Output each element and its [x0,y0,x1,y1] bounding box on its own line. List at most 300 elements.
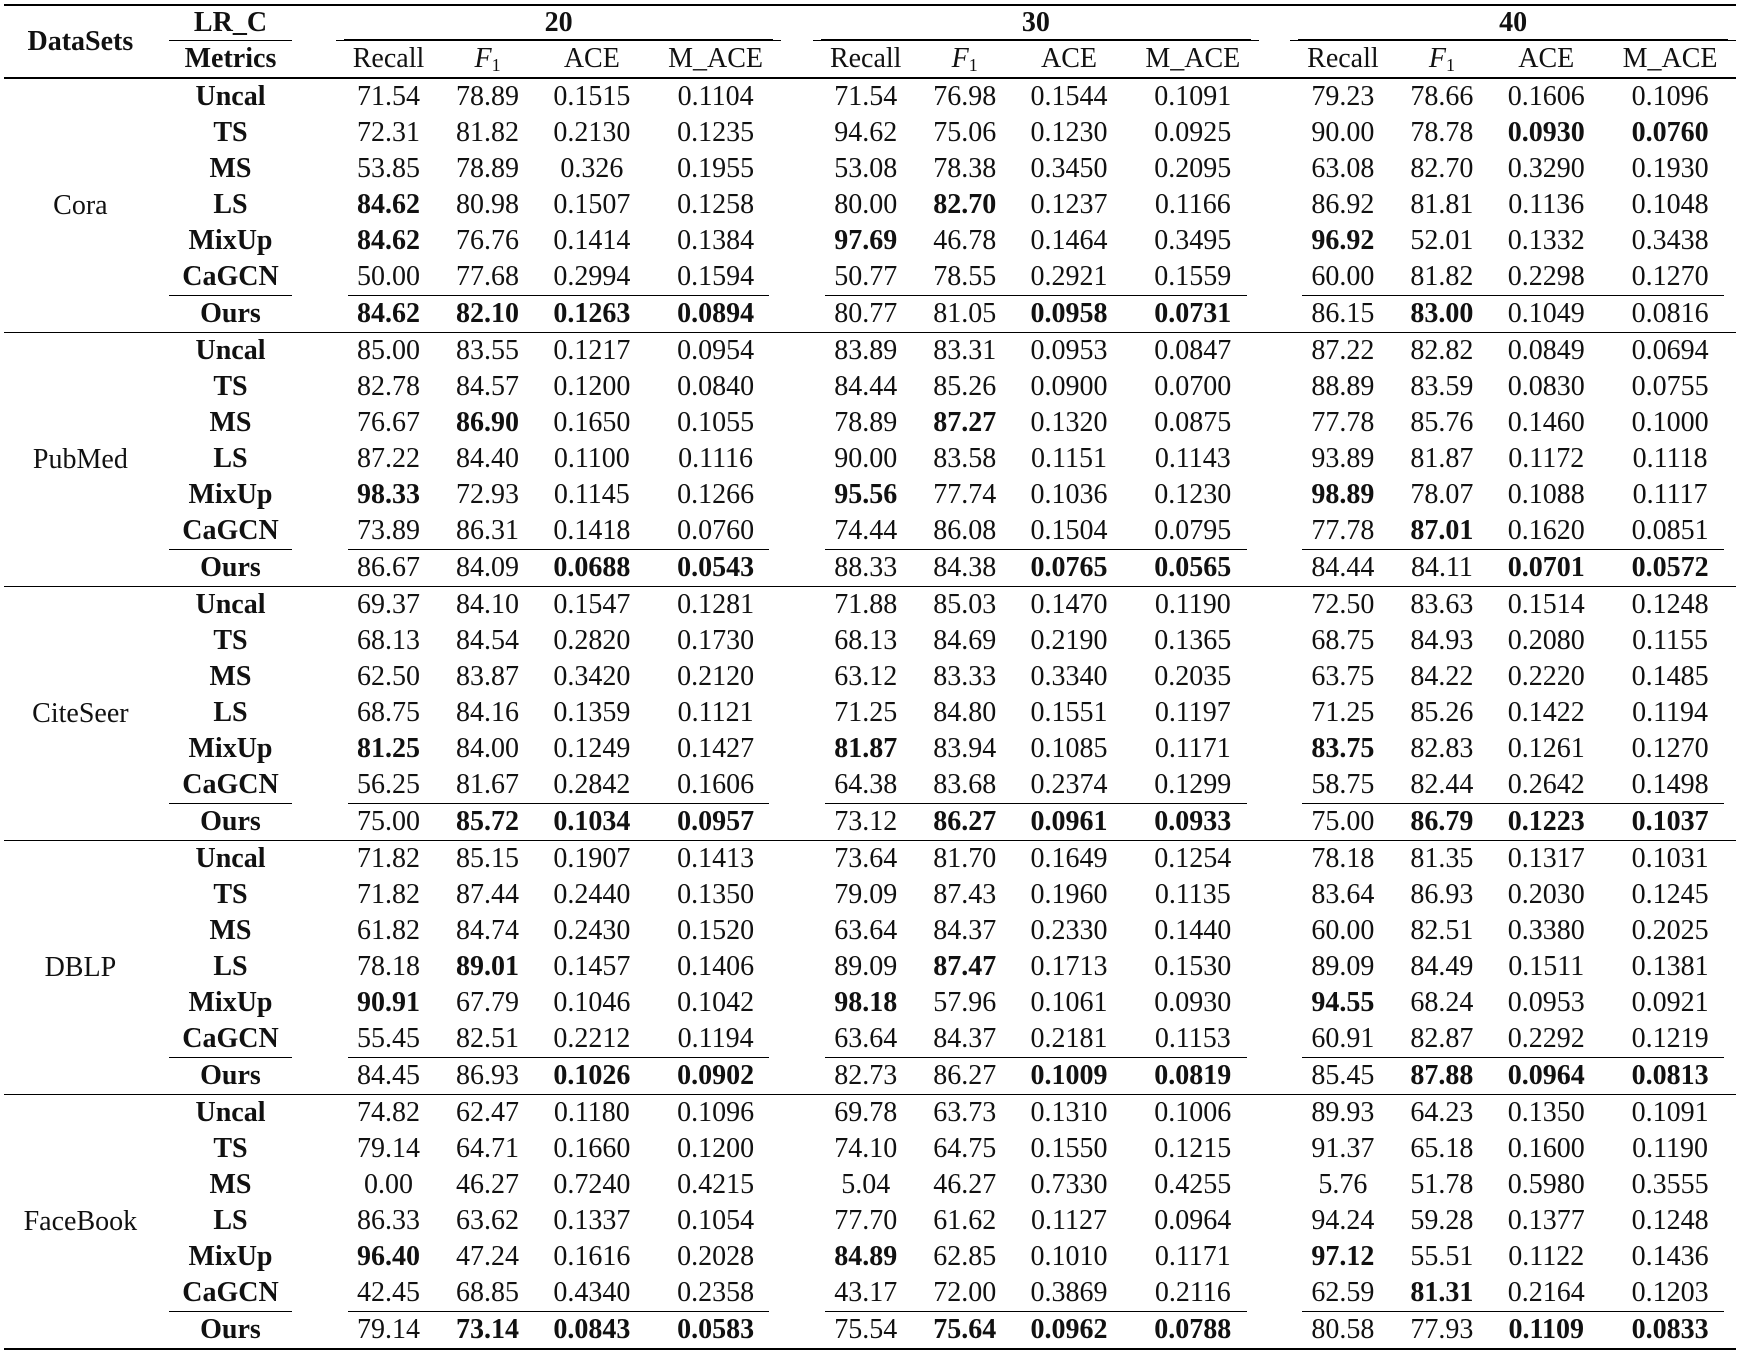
table-cell: 0.1217 [553,335,631,366]
table-cell: 86.08 [933,515,997,546]
table-cell: 78.38 [933,153,997,184]
table-cell: 0.1203 [1631,1277,1709,1308]
table-cell: 89.09 [834,951,898,982]
table-row [4,587,1736,624]
table-cell: 83.58 [933,443,997,474]
table-cell: 81.35 [1410,843,1474,874]
table-cell: 0.1006 [1154,1097,1232,1128]
metric-header-ace-40: ACE [1488,41,1604,79]
dataset-label: DBLP [44,951,117,983]
table-cell: 0.4340 [553,1277,631,1308]
table-cell: 81.87 [1410,443,1474,474]
table-row [4,803,1736,841]
method-label: MS [209,661,252,692]
table-cell: 83.64 [1311,879,1375,910]
table-cell: 74.10 [834,1133,898,1164]
table-cell: 0.1091 [1631,1097,1709,1128]
table-cell: 0.1299 [1154,769,1232,800]
table-row [4,549,1736,587]
table-cell: 0.0816 [1604,295,1736,333]
table-cell: 0.1266 [677,479,755,510]
table-cell: 0.1197 [1154,697,1231,728]
table-cell: 0.2164 [1507,1277,1585,1308]
table-row [4,1203,1736,1239]
table-cell: 0.2028 [677,1241,755,1272]
table-cell: 0.1520 [677,915,755,946]
table-cell: 0.2994 [553,261,631,292]
table-cell: 0.1606 [677,769,755,800]
table-cell: 0.1046 [553,987,631,1018]
dataset-label: CiteSeer [32,697,129,729]
table-cell: 0.1650 [553,407,631,438]
table-cell: 0.2130 [553,117,631,148]
table-cell: 81.31 [1410,1277,1474,1308]
table-cell: 0.0760 [677,515,755,546]
table-cell: 80.00 [834,189,898,220]
table-cell: 0.1054 [677,1205,755,1236]
table-cell: 85.03 [933,589,997,620]
table-cell: 85.15 [456,843,520,874]
table-cell: 0.1436 [1631,1241,1709,1272]
table-cell: 74.82 [357,1097,420,1128]
table-cell: 80.77 [813,295,918,333]
table-cell: 79.14 [357,1133,420,1164]
table-cell: 78.18 [357,951,420,982]
table-cell: 68.24 [1410,987,1474,1018]
method-label: CaGCN [182,515,279,546]
table-cell: 0.1660 [553,1133,631,1164]
table-cell: 0.2921 [1030,261,1108,292]
table-cell: 82.51 [456,1023,520,1054]
table-cell: 0.4215 [677,1169,755,1200]
method-label: LS [213,697,248,728]
table-cell: 50.00 [357,261,420,292]
table-cell: 0.0921 [1631,987,1709,1018]
table-cell: 55.45 [357,1023,420,1054]
table-cell: 0.3438 [1631,225,1709,256]
table-cell: 0.1171 [1154,1241,1231,1272]
table-cell: 64.71 [456,1133,520,1164]
table-cell: 81.67 [456,769,520,800]
table-cell: 0.2642 [1507,769,1585,800]
table-cell: 0.0583 [650,1311,782,1349]
table-cell: 0.1270 [1631,261,1709,292]
table-cell: 0.0813 [1604,1057,1736,1095]
table-cell: 86.93 [441,1057,534,1095]
table-cell: 78.55 [933,261,997,292]
table-row [4,841,1736,878]
metric-header-m_ace-20: M_ACE [650,41,782,79]
table-row [4,1057,1736,1095]
table-cell: 80.58 [1290,1311,1395,1349]
table-cell: 78.66 [1410,81,1474,112]
table-cell: 79.23 [1311,81,1375,112]
table-row [4,115,1736,151]
table-cell: 84.00 [456,733,520,764]
method-label: Ours [157,1311,304,1349]
table-cell: 0.0925 [1154,117,1232,148]
table-cell: 46.27 [933,1169,997,1200]
table-row [4,949,1736,985]
method-label: CaGCN [182,1277,279,1308]
table-cell: 0.5980 [1507,1169,1585,1200]
table-cell: 0.0953 [1507,987,1585,1018]
table-cell: 89.09 [1311,951,1375,982]
table-cell: 0.1200 [553,371,631,402]
header-row-groups [4,5,1736,41]
header-row-metrics [4,41,1736,79]
table-cell: 86.27 [918,803,1011,841]
table-cell: 77.78 [1311,407,1375,438]
table-row [4,985,1736,1021]
table-cell: 0.1464 [1030,225,1108,256]
table-cell: 87.47 [933,951,997,982]
table-cell: 0.3450 [1030,153,1108,184]
table-cell: 0.1377 [1507,1205,1585,1236]
table-cell: 0.1116 [678,443,754,474]
table-cell: 0.1427 [677,733,755,764]
table-row [4,441,1736,477]
table-cell: 71.82 [357,879,420,910]
table-cell: 82.82 [1410,335,1474,366]
method-label: Uncal [195,335,266,366]
table-row [4,1275,1736,1311]
dataset-label: FaceBook [23,1205,138,1237]
table-row [4,913,1736,949]
table-cell: 0.1009 [1011,1057,1127,1095]
table-cell: 0.1000 [1631,407,1709,438]
table-cell: 0.2220 [1507,661,1585,692]
table-cell: 0.3290 [1507,153,1585,184]
table-cell: 0.1037 [1604,803,1736,841]
table-cell: 63.64 [834,1023,898,1054]
table-cell: 72.31 [357,117,420,148]
method-label: Uncal [195,589,266,620]
table-cell: 0.1219 [1631,1023,1709,1054]
table-cell: 0.2292 [1507,1023,1585,1054]
table-cell: 0.1100 [553,443,630,474]
table-cell: 60.00 [1311,915,1375,946]
table-cell: 82.78 [357,371,420,402]
table-cell: 84.93 [1410,625,1474,656]
table-row [4,78,1736,115]
table-cell: 65.18 [1410,1133,1474,1164]
table-cell: 0.1155 [1632,625,1709,656]
table-cell: 0.1281 [677,589,755,620]
method-label: MixUp [188,733,273,764]
table-cell: 0.2095 [1154,153,1232,184]
table-cell: 77.78 [1311,515,1375,546]
results-table [4,4,1736,1350]
table-cell: 0.1907 [553,843,631,874]
table-cell: 0.0958 [1011,295,1127,333]
table-cell: 0.1026 [534,1057,650,1095]
table-cell: 0.2190 [1030,625,1108,656]
table-cell: 0.1310 [1030,1097,1108,1128]
table-cell: 75.54 [813,1311,918,1349]
table-cell: 71.54 [834,81,898,112]
table-cell: 68.75 [357,697,420,728]
table-cell: 77.70 [834,1205,898,1236]
table-cell: 81.82 [456,117,520,148]
table-cell: 0.2820 [553,625,631,656]
table-cell: 0.0819 [1127,1057,1259,1095]
method-label: TS [213,371,248,402]
table-cell: 82.51 [1410,915,1474,946]
table-row [4,1311,1736,1349]
table-cell: 0.1096 [1631,81,1709,112]
table-cell: 0.1263 [534,295,650,333]
method-label: MixUp [188,987,273,1018]
table-cell: 64.23 [1410,1097,1474,1128]
table-cell: 73.89 [357,515,420,546]
table-cell: 5.04 [841,1169,891,1200]
table-cell: 0.1245 [1631,879,1709,910]
table-cell: 0.0731 [1127,295,1259,333]
table-cell: 84.74 [456,915,520,946]
table-cell: 53.08 [834,153,898,184]
method-label: TS [213,117,248,148]
table-row [4,477,1736,513]
table-row [4,223,1736,259]
method-label: MS [209,1169,252,1200]
metric-header-m_ace-40: M_ACE [1604,41,1736,79]
table-cell: 0.1136 [1508,189,1585,220]
table-cell: 81.70 [933,843,997,874]
table-cell: 87.88 [1396,1057,1489,1095]
method-label: LS [213,951,248,982]
table-body [4,78,1736,1349]
table-cell: 86.31 [456,515,520,546]
table-cell: 0.1550 [1030,1133,1108,1164]
table-cell: 63.08 [1311,153,1375,184]
table-cell: 0.1145 [553,479,630,510]
table-cell: 84.80 [933,697,997,728]
table-cell: 0.1215 [1154,1133,1232,1164]
table-cell: 0.1544 [1030,81,1108,112]
table-cell: 0.4255 [1154,1169,1232,1200]
table-cell: 0.2374 [1030,769,1108,800]
table-cell: 0.3495 [1154,225,1232,256]
table-cell: 83.00 [1396,295,1489,333]
table-cell: 0.0851 [1631,515,1709,546]
table-cell: 86.93 [1410,879,1474,910]
metric-header-recall-40: Recall [1290,41,1395,79]
metric-header-f-30: $F_1$ [918,41,1011,79]
table-cell: 82.10 [441,295,534,333]
table-cell: 0.2430 [553,915,631,946]
table-cell: 97.12 [1311,1241,1375,1272]
table-cell: 51.78 [1410,1169,1474,1200]
table-cell: 0.1109 [1488,1311,1604,1349]
table-cell: 0.1413 [677,843,755,874]
table-cell: 85.45 [1290,1057,1395,1095]
table-cell: 62.50 [357,661,420,692]
metrics-header: Metrics [184,42,277,74]
method-label: Ours [157,803,304,841]
table-cell: 75.06 [933,117,997,148]
table-cell: 0.1121 [677,697,754,728]
table-cell: 83.94 [933,733,997,764]
datasets-header: DataSets [27,25,134,57]
table-cell: 94.62 [834,117,898,148]
table-cell: 0.0833 [1604,1311,1736,1349]
table-cell: 0.1960 [1030,879,1108,910]
table-cell: 0.1470 [1030,589,1108,620]
table-cell: 0.1230 [1030,117,1108,148]
table-cell: 84.37 [933,1023,997,1054]
table-cell: 76.76 [456,225,520,256]
table-cell: 83.68 [933,769,997,800]
table-cell: 62.59 [1311,1277,1375,1308]
table-cell: 0.1485 [1631,661,1709,692]
table-cell: 71.88 [834,589,898,620]
table-cell: 0.1359 [553,697,631,728]
table-cell: 95.56 [834,479,898,510]
method-label: Uncal [195,843,266,874]
table-cell: 81.87 [834,733,898,764]
table-cell: 86.67 [336,549,441,587]
table-cell: 0.2842 [553,769,631,800]
table-cell: 0.0840 [677,371,755,402]
table-cell: 58.75 [1311,769,1375,800]
table-cell: 83.59 [1410,371,1474,402]
table-cell: 68.13 [357,625,420,656]
table-cell: 0.1418 [553,515,631,546]
table-cell: 0.2358 [677,1277,755,1308]
table-cell: 0.0954 [677,335,755,366]
table-row [4,1239,1736,1275]
table-cell: 76.67 [357,407,420,438]
table-cell: 0.1320 [1030,407,1108,438]
table-cell: 82.44 [1410,769,1474,800]
table-cell: 0.0953 [1030,335,1108,366]
table-cell: 0.1194 [677,1023,754,1054]
table-cell: 59.28 [1410,1205,1474,1236]
table-cell: 0.0788 [1127,1311,1259,1349]
table-cell: 86.79 [1396,803,1489,841]
table-cell: 0.0930 [1507,117,1585,148]
table-cell: 83.55 [456,335,520,366]
table-cell: 0.1649 [1030,843,1108,874]
table-cell: 63.75 [1311,661,1375,692]
metric-header-f-40: $F_1$ [1396,41,1489,79]
table-cell: 74.44 [834,515,898,546]
table-cell: 53.85 [357,153,420,184]
table-cell: 94.24 [1311,1205,1375,1236]
table-cell: 85.00 [357,335,420,366]
table-cell: 0.2120 [677,661,755,692]
table-cell: 0.1048 [1631,189,1709,220]
table-cell: 0.1616 [553,1241,631,1272]
table-cell: 0.2035 [1154,661,1232,692]
table-cell: 61.82 [357,915,420,946]
table-row [4,259,1736,295]
table-cell: 0.0933 [1127,803,1259,841]
table-cell: 73.14 [441,1311,534,1349]
table-row [4,1095,1736,1132]
table-cell: 0.1498 [1631,769,1709,800]
table-cell: 88.89 [1311,371,1375,402]
table-cell: 0.1270 [1631,733,1709,764]
table-cell: 0.1249 [553,733,631,764]
table-cell: 60.91 [1311,1023,1375,1054]
table-cell: 0.326 [560,153,624,184]
table-cell: 0.1254 [1154,843,1232,874]
table-cell: 0.0875 [1154,407,1232,438]
table-cell: 0.1930 [1631,153,1709,184]
table-cell: 0.1230 [1154,479,1232,510]
table-cell: 0.0688 [534,549,650,587]
table-cell: 87.27 [933,407,997,438]
table-cell: 83.63 [1410,589,1474,620]
table-cell: 0.2212 [553,1023,631,1054]
table-cell: 81.05 [918,295,1011,333]
method-label: CaGCN [182,769,279,800]
table-cell: 82.70 [933,189,997,220]
table-cell: 0.0964 [1488,1057,1604,1095]
table-cell: 63.64 [834,915,898,946]
table-cell: 73.64 [834,843,898,874]
table-cell: 0.0964 [1154,1205,1232,1236]
table-cell: 83.31 [933,335,997,366]
method-label: Ours [157,549,304,587]
table-cell: 0.0543 [650,549,782,587]
table-row [4,731,1736,767]
lr-header: LR_C [157,5,304,41]
table-cell: 71.82 [357,843,420,874]
table-cell: 77.93 [1396,1311,1489,1349]
table-row [4,187,1736,223]
method-label: TS [213,1133,248,1164]
table-cell: 0.3340 [1030,661,1108,692]
table-cell: 0.1034 [534,803,650,841]
table-cell: 0.1088 [1507,479,1585,510]
table-cell: 78.89 [456,81,520,112]
table-cell: 0.0795 [1154,515,1232,546]
table-cell: 0.1457 [553,951,631,982]
table-cell: 0.00 [364,1169,413,1200]
table-cell: 0.1117 [1632,479,1708,510]
table-cell: 0.1194 [1632,697,1709,728]
table-cell: 0.3869 [1030,1277,1108,1308]
metric-header-ace-20: ACE [534,41,650,79]
method-label: LS [213,189,248,220]
table-cell: 57.96 [933,987,997,1018]
table-cell: 84.62 [336,295,441,333]
table-cell: 67.79 [456,987,520,1018]
table-cell: 0.0930 [1154,987,1232,1018]
table-cell: 5.76 [1318,1169,1368,1200]
table-row [4,1167,1736,1203]
table-cell: 77.68 [456,261,520,292]
table-cell: 50.77 [834,261,898,292]
table-cell: 97.69 [834,225,898,256]
table-cell: 0.1172 [1508,443,1585,474]
table-cell: 87.43 [933,879,997,910]
table-cell: 68.75 [1311,625,1375,656]
table-cell: 81.25 [357,733,420,764]
table-cell: 0.0957 [650,803,782,841]
table-cell: 0.0694 [1631,335,1709,366]
table-cell: 71.25 [1311,697,1375,728]
table-cell: 84.62 [357,225,420,256]
table-cell: 0.0765 [1011,549,1127,587]
table-cell: 68.13 [834,625,898,656]
method-label: MS [209,153,252,184]
table-cell: 0.1440 [1154,915,1232,946]
table-cell: 0.1460 [1507,407,1585,438]
